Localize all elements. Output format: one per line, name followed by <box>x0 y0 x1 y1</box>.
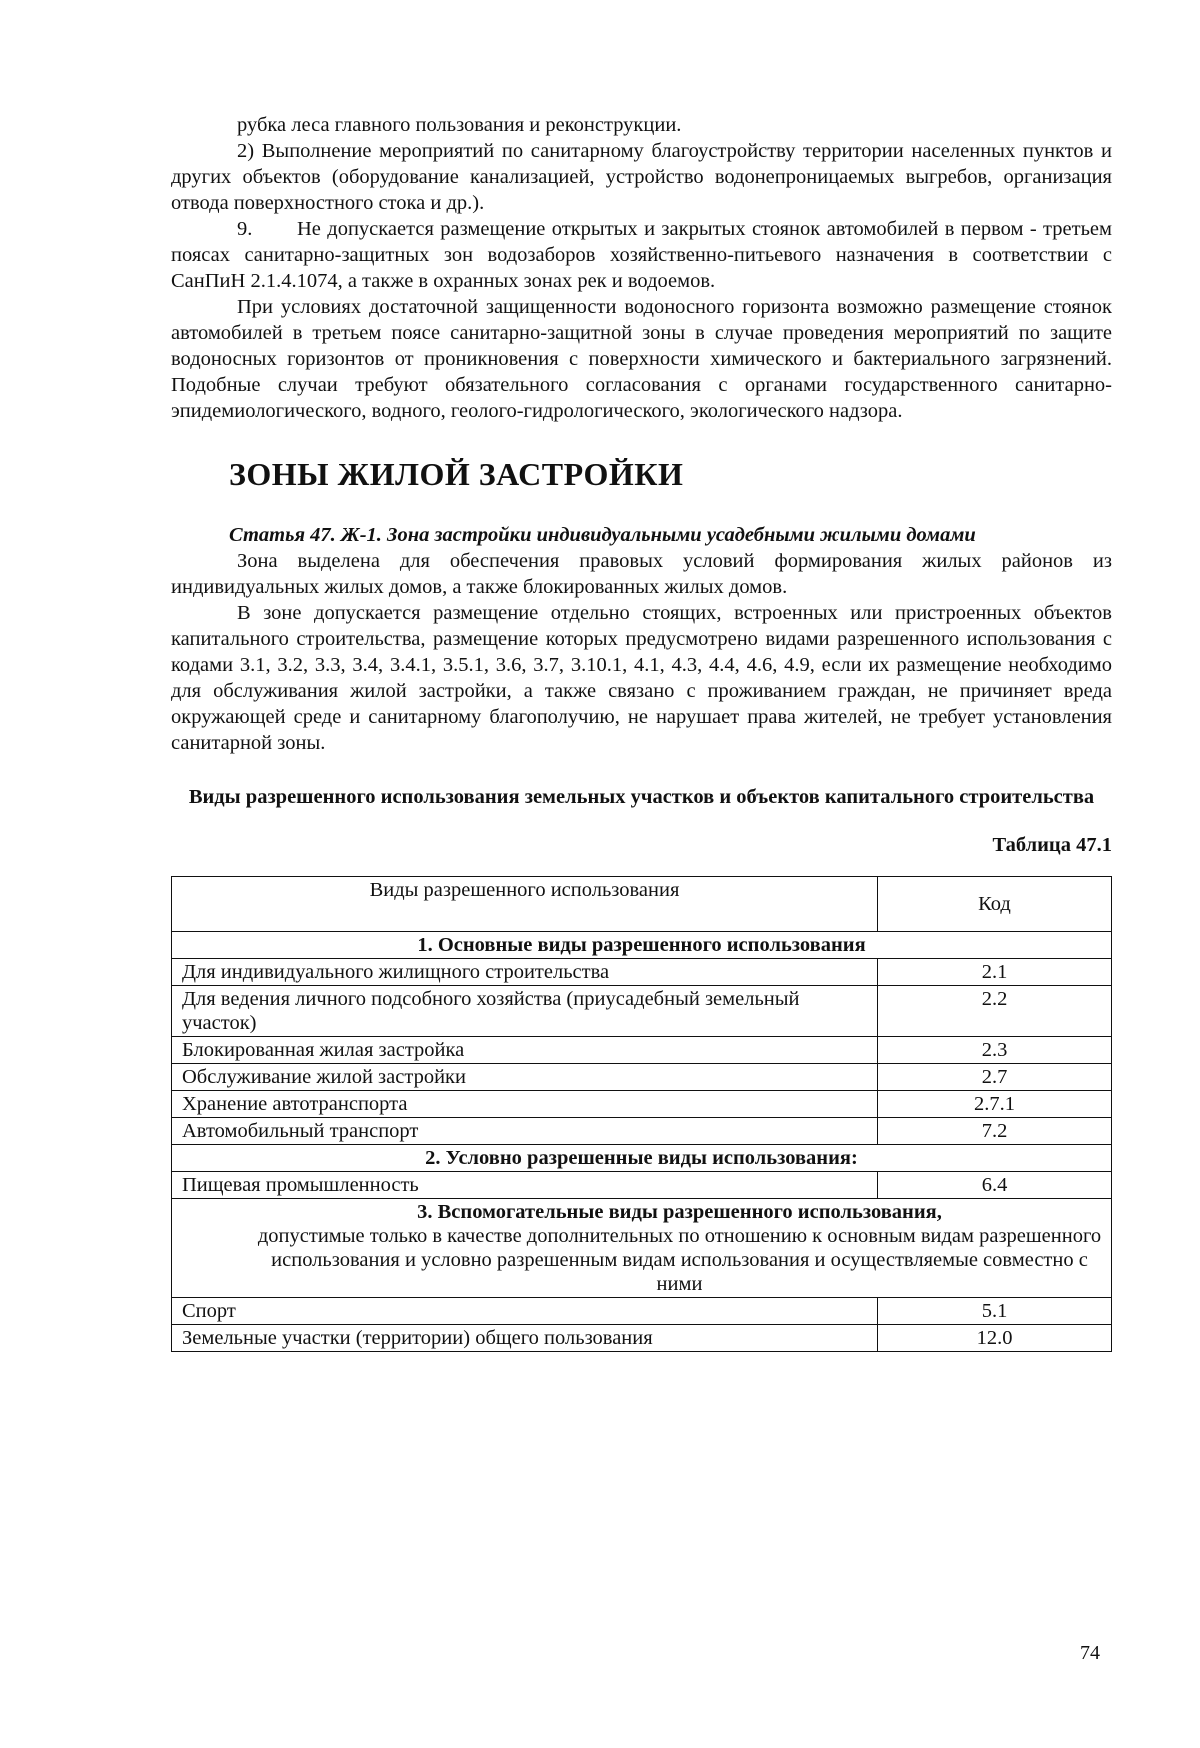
paragraph: Зона выделена для обеспечения правовых условий формирования жилых районов из индивидуальных жилых домов, а также блокированных жилых домов. <box>171 550 1112 598</box>
group-title: 3. Вспомогательные виды разрешенного использования, <box>417 1201 942 1223</box>
header-name-cell: Виды разрешенного использования <box>172 877 878 932</box>
document-page <box>171 112 1112 1352</box>
paragraph: При условиях достаточной защищенности водоносного горизонта возможно размещение стоянок автомобилей в третьем поясе санитарно-защитной зоны в случае проведения мероприятий по защите водоносных горизонтов от проникновения с поверхности химического и бактериального загрязнений. Подобные случаи требуют обязательного согласования с органами государственного санитарно-эпидемиологического, водного, геолого-гидрологического, экологического надзора. <box>171 296 1112 422</box>
use-code: 2.2 <box>878 986 1112 1037</box>
page-number: 74 <box>1080 1642 1100 1664</box>
use-name: Для ведения личного подсобного хозяйства (приусадебный земельный участок) <box>172 986 878 1037</box>
paragraph-text: Не допускается размещение открытых и закрытых стоянок автомобилей в первом - третьем поясах санитарно-защитных зон водозаборов хозяйственно-питьевого назначения в соответствии с СанПиН 2.1.4.1074, а также в охранных зонах рек и водоемов. <box>171 218 1112 292</box>
use-name: Блокированная жилая застройка <box>172 1037 878 1064</box>
table-section-title: Виды разрешенного использования земельных участков и объектов капитального строительства <box>188 786 1095 808</box>
use-code: 2.7 <box>878 1064 1112 1091</box>
use-code: 12.0 <box>878 1325 1112 1352</box>
table-caption: Таблица 47.1 <box>992 834 1112 856</box>
group-cell <box>172 1199 1112 1298</box>
header-code-cell: Код <box>878 877 1112 932</box>
use-code: 5.1 <box>878 1298 1112 1325</box>
group-note: допустимые только в качестве дополнительных по отношению к основным видам разрешенного использования и условно разрешенным видам использования и осуществляемые совместно с ними <box>257 1225 1102 1295</box>
use-name: Спорт <box>172 1298 878 1325</box>
table-row <box>172 959 1112 986</box>
group-title: 2. Условно разрешенные виды использования: <box>172 1145 1112 1172</box>
use-name: Хранение автотранспорта <box>172 1091 878 1118</box>
use-name: Для индивидуального жилищного строительства <box>172 959 878 986</box>
group-title: 1. Основные виды разрешенного использования <box>172 932 1112 959</box>
use-name: Обслуживание жилой застройки <box>172 1064 878 1091</box>
table-row <box>172 1091 1112 1118</box>
use-name: Автомобильный транспорт <box>172 1118 878 1145</box>
use-code: 2.1 <box>878 959 1112 986</box>
use-code: 2.7.1 <box>878 1091 1112 1118</box>
use-name: Пищевая промышленность <box>172 1172 878 1199</box>
table-row <box>172 1118 1112 1145</box>
paragraph: 2) Выполнение мероприятий по санитарному благоустройству территории населенных пунктов и других объектов (оборудование канализацией, устройство водонепроницаемых выгребов, организация отвода поверхностного стока и др.). <box>171 140 1112 214</box>
table-row <box>172 1172 1112 1199</box>
group-row <box>172 932 1112 959</box>
use-code: 7.2 <box>878 1118 1112 1145</box>
table-header-row <box>172 877 1112 932</box>
use-name: Земельные участки (территории) общего пользования <box>172 1325 878 1352</box>
item-number: 9. <box>237 218 253 240</box>
section-heading: ЗОНЫ ЖИЛОЙ ЗАСТРОЙКИ <box>229 456 684 492</box>
table-row <box>172 1298 1112 1325</box>
paragraph: рубка леса главного пользования и реконструкции. <box>237 114 682 136</box>
group-row <box>172 1199 1112 1298</box>
use-code: 2.3 <box>878 1037 1112 1064</box>
article-title: Статья 47. Ж-1. Зона застройки индивидуальными усадебными жилыми домами <box>229 524 976 546</box>
table-row <box>172 986 1112 1037</box>
permitted-use-table <box>171 876 1112 1352</box>
table-row <box>172 1037 1112 1064</box>
use-code: 6.4 <box>878 1172 1112 1199</box>
paragraph-item-9 <box>171 216 1112 294</box>
group-row <box>172 1145 1112 1172</box>
table-row <box>172 1064 1112 1091</box>
paragraph: В зоне допускается размещение отдельно стоящих, встроенных или пристроенных объектов капитального строительства, размещение которых предусмотрено видами разрешенного использования с кодами 3.1, 3.2, 3.3, 3.4, 3.4.1, 3.5.1, 3.6, 3.7, 3.10.1, 4.1, 4.3, 4.4, 4.6, 4.9, если их размещение необходимо для обслуживания жилой застройки, а также связано с проживанием граждан, не причиняет вреда окружающей среде и санитарному благополучию, не нарушает права жителей, не требует установления санитарной зоны. <box>171 602 1112 754</box>
table-row <box>172 1325 1112 1352</box>
